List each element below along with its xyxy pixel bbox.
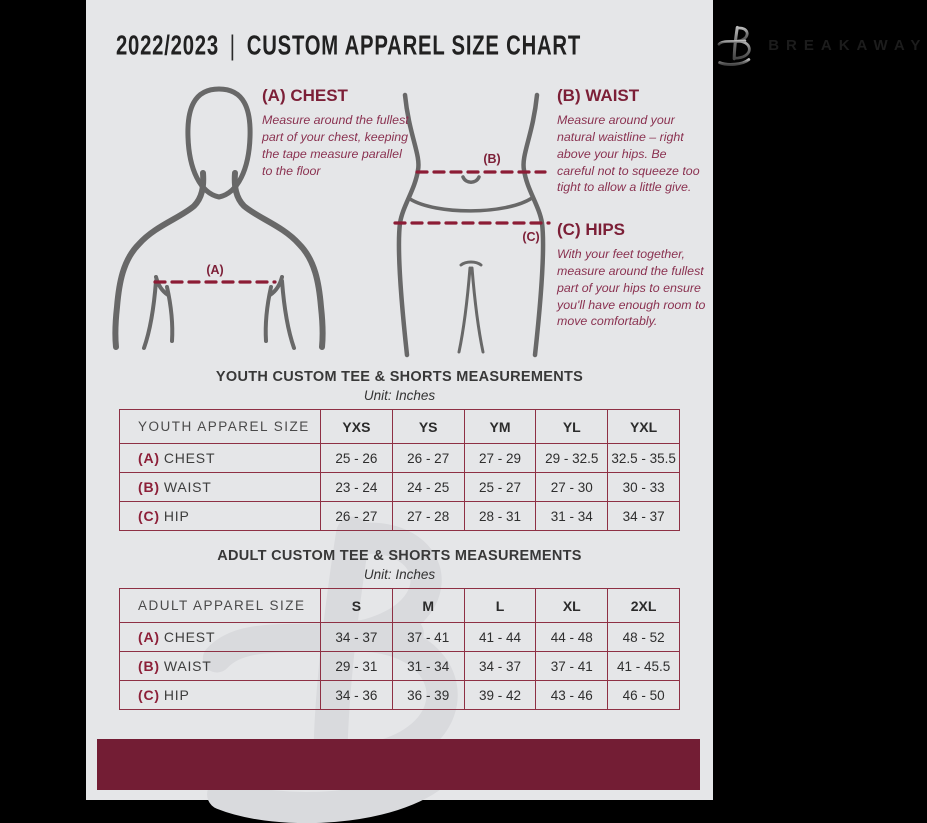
- size-label-header: YOUTH APPAREL SIZE: [120, 410, 321, 444]
- adult-table-unit: Unit: Inches: [363, 567, 436, 582]
- size-column-header: S: [321, 589, 393, 623]
- youth-size-table: [119, 409, 680, 531]
- footer-bar: [97, 739, 700, 790]
- row-label: (A) CHEST: [120, 444, 321, 473]
- youth-table-title: YOUTH CUSTOM TEE & SHORTS MEASUREMENTS: [215, 369, 584, 385]
- measurement-cell: 28 - 31: [464, 502, 536, 531]
- measurement-cell: 32.5 - 35.5: [608, 444, 680, 473]
- size-column-header: YM: [464, 410, 536, 444]
- measurement-cell: 46 - 50: [608, 681, 680, 710]
- measurement-cell: 29 - 31: [321, 652, 393, 681]
- row-label: (B) WAIST: [120, 652, 321, 681]
- waist-line-label: (B): [483, 152, 501, 166]
- measurement-cell: 26 - 27: [392, 444, 464, 473]
- size-label-header: ADULT APPAREL SIZE: [120, 589, 321, 623]
- table-row: [120, 502, 680, 531]
- row-label: (C) HIP: [120, 502, 321, 531]
- measurement-cell: 31 - 34: [536, 502, 608, 531]
- title-divider: |: [229, 28, 236, 61]
- hips-instruction-text: With your feet together, measure around the fullest part of your hips to ensure you'll have enough room to move comfortably.: [557, 247, 706, 329]
- measurement-cell: 48 - 52: [608, 623, 680, 652]
- measurement-cell: 34 - 37: [464, 652, 536, 681]
- document-header: [116, 20, 927, 70]
- measurement-cell: 41 - 45.5: [608, 652, 680, 681]
- measurement-cell: 37 - 41: [536, 652, 608, 681]
- measurement-cell: 34 - 37: [321, 623, 393, 652]
- measurement-cell: 34 - 36: [321, 681, 393, 710]
- youth-table-unit: Unit: Inches: [363, 388, 436, 403]
- lower-body-diagram: [391, 95, 551, 360]
- table-row: [120, 623, 680, 652]
- measurement-cell: 25 - 26: [321, 444, 393, 473]
- row-prefix: (B): [138, 479, 160, 495]
- measurement-cell: 44 - 48: [536, 623, 608, 652]
- measurement-cell: 23 - 24: [321, 473, 393, 502]
- measurement-cell: 25 - 27: [464, 473, 536, 502]
- size-column-header: XL: [536, 589, 608, 623]
- letterbox-right: [713, 0, 800, 800]
- letterbox-left: [0, 0, 86, 800]
- chest-line-label: (A): [206, 263, 224, 277]
- table-row: [120, 444, 680, 473]
- header-title: [116, 29, 581, 62]
- row-label: (A) CHEST: [120, 623, 321, 652]
- size-column-header: 2XL: [608, 589, 680, 623]
- waist-instruction-text: Measure around your natural waistline – right above your hips. Be careful not to squeeze too tight to allow a little give.: [557, 113, 700, 195]
- season-label: 2022/2023: [116, 28, 219, 61]
- hips-instruction-heading: (C) HIPS: [557, 220, 625, 239]
- measurement-cell: 29 - 32.5: [536, 444, 608, 473]
- size-column-header: L: [464, 589, 536, 623]
- table-row: [120, 473, 680, 502]
- adult-table-title: ADULT CUSTOM TEE & SHORTS MEASUREMENTS: [217, 548, 582, 564]
- row-prefix: (C): [138, 508, 160, 524]
- row-label: (B) WAIST: [120, 473, 321, 502]
- size-chart-document: [86, 0, 927, 800]
- measurement-cell: 43 - 46: [536, 681, 608, 710]
- waist-instruction-heading: (B) WAIST: [557, 86, 640, 105]
- table-header-row: [120, 589, 680, 623]
- measurement-cell: 39 - 42: [464, 681, 536, 710]
- chest-instruction-text: Measure around the fullest part of your chest, keeping the tape measure parallel to the floor: [262, 113, 409, 178]
- measurement-cell: 24 - 25: [392, 473, 464, 502]
- size-column-header: YXS: [321, 410, 393, 444]
- row-prefix: (C): [138, 687, 160, 703]
- hip-line-label: (C): [522, 230, 540, 244]
- table-row: [120, 652, 680, 681]
- measurement-cell: 34 - 37: [608, 502, 680, 531]
- measurement-cell: 27 - 28: [392, 502, 464, 531]
- size-column-header: M: [392, 589, 464, 623]
- youth-section-header: [119, 369, 680, 403]
- measurement-cell: 37 - 41: [392, 623, 464, 652]
- measurement-cell: 36 - 39: [392, 681, 464, 710]
- size-column-header: YS: [392, 410, 464, 444]
- measurement-cell: 41 - 44: [464, 623, 536, 652]
- adult-section-header: [119, 548, 680, 582]
- measurement-cell: 26 - 27: [321, 502, 393, 531]
- adult-size-table: [119, 588, 680, 710]
- breakaway-logo-icon: [712, 23, 758, 67]
- brand-name: BREAKAWAY: [768, 36, 927, 54]
- row-prefix: (A): [138, 629, 160, 645]
- size-column-header: YXL: [608, 410, 680, 444]
- measurement-cell: 27 - 29: [464, 444, 536, 473]
- measurement-cell: 31 - 34: [392, 652, 464, 681]
- page-title: CUSTOM APPAREL SIZE CHART: [246, 28, 582, 61]
- table-header-row: [120, 410, 680, 444]
- row-prefix: (A): [138, 450, 160, 466]
- row-label: (C) HIP: [120, 681, 321, 710]
- table-row: [120, 681, 680, 710]
- measurement-cell: 30 - 33: [608, 473, 680, 502]
- chest-instruction-heading: (A) CHEST: [262, 86, 348, 105]
- row-prefix: (B): [138, 658, 160, 674]
- brand-block: [712, 23, 927, 67]
- measurement-cell: 27 - 30: [536, 473, 608, 502]
- size-column-header: YL: [536, 410, 608, 444]
